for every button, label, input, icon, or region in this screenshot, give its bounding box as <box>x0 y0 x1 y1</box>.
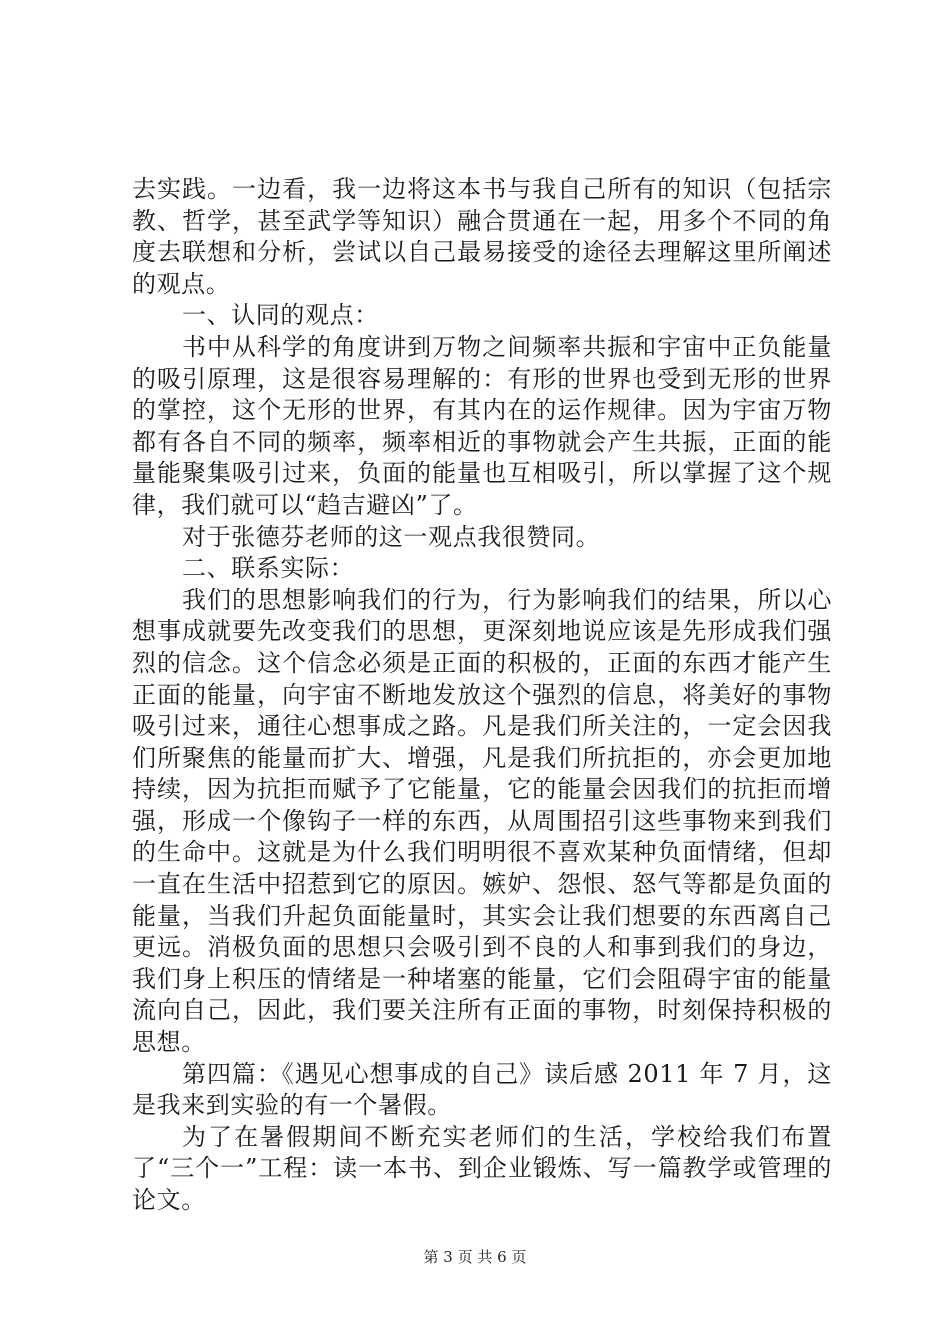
paragraph-1: 去实践。一边看，我一边将这本书与我自己所有的知识（包括宗教、哲学，甚至武学等知识）融合贯通在一起，用多个不同的角度去联想和分析，尝试以自己最易接受的途径去理解这里所阐述的观点。 <box>132 175 832 298</box>
document-body <box>132 174 832 1217</box>
paragraph-6: 我们的思想影响我们的行为，行为影响我们的结果，所以心想事成就要先改变我们的思想，更深刻地说应该是先形成我们强烈的信念。这个信念必须是正面的积极的，正面的东西才能产生正面的能量，向宇宙不断地发放这个强烈的信息，将美好的事物吸引过来，通往心想事成之路。凡是我们所关注的，一定会因我们所聚焦的能量而扩大、增强，凡是我们所抗拒的，亦会更加地持续，因为抗拒而赋予了它能量，它的能量会因我们的抗拒而增强，形成一个像钩子一样的东西，从周围招引这些事物来到我们的生命中。这就是为什么我们明明很不喜欢某种负面情绪，但却一直在生活中招惹到它的原因。嫉妒、怨恨、怒气等都是负面的能量，当我们升起负面能量时，其实会让我们想要的东西离自己更远。消极负面的思想只会吸引到不良的人和事到我们的身边，我们身上积压的情绪是一种堵塞的能量，它们会阻碍宇宙的能量流向自己，因此，我们要关注所有正面的事物，时刻保持积极的思想。 <box>132 585 832 1057</box>
paragraph-7: 第四篇：《遇见心想事成的自己》读后感 2011 年 7 月，这是我来到实验的有一个暑假。 <box>132 1059 832 1120</box>
section-heading-practice: 二、联系实际： <box>182 554 355 583</box>
paragraph-3: 书中从科学的角度讲到万物之间频率共振和宇宙中正负能量的吸引原理，这是很容易理解的：有形的世界也受到无形的世界的掌控，这个无形的世界，有其内在的运作规律。因为宇宙万物都有各自不同的频率，频率相近的事物就会产生共振，正面的能量能聚集吸引过来，负面的能量也互相吸引，所以掌握了这个规律，我们就可以“趋吉避凶”了。 <box>132 332 832 519</box>
section-heading-agreed-views: 一、认同的观点： <box>182 301 379 330</box>
paragraph-4: 对于张德芬老师的这一观点我很赞同。 <box>182 522 601 551</box>
page-number-footer: 第 3 页 共 6 页 <box>423 1248 527 1266</box>
paragraph-8: 为了在暑假期间不断充实老师们的生活，学校给我们布置了“三个一”工程：读一本书、到企业锻炼、写一篇教学或管理的论文。 <box>132 1122 832 1214</box>
